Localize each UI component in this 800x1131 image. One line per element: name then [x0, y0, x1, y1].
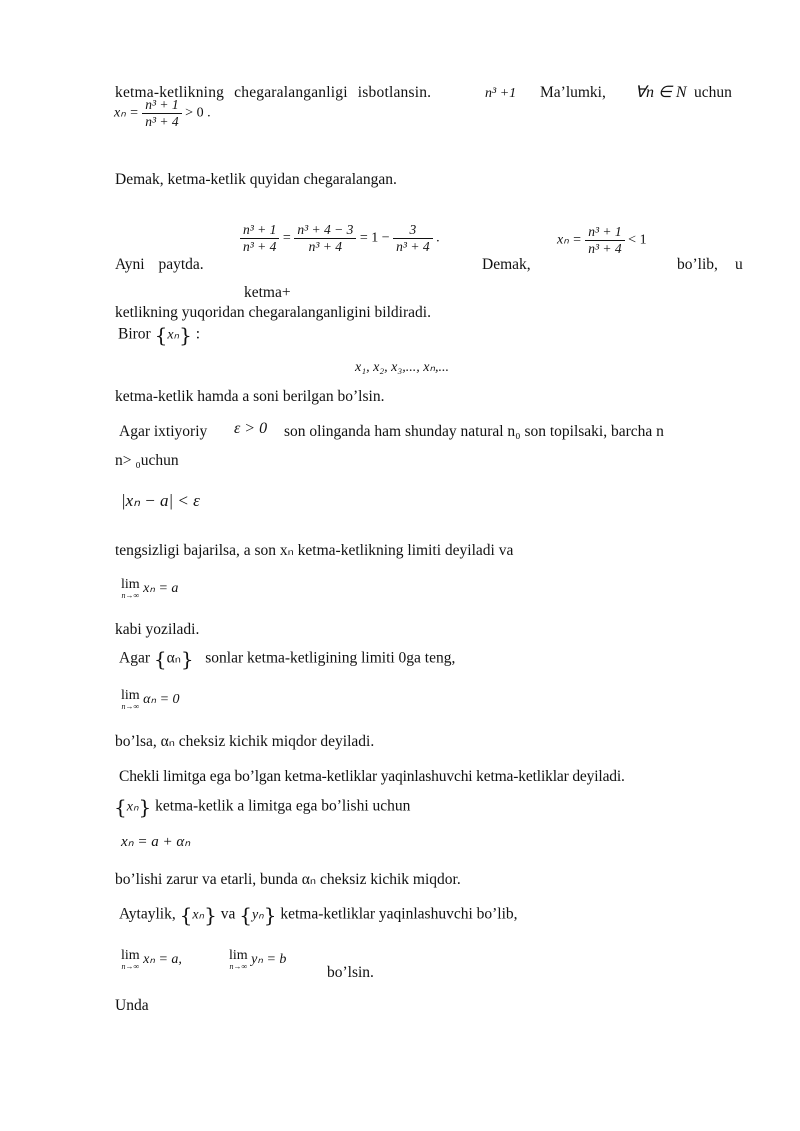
decomp-f1-den: n³ + 4: [243, 239, 277, 254]
decomp-fraction-1: [240, 222, 279, 255]
paragraph-3-ayni: Ayni paytda.: [115, 256, 204, 273]
paragraph-11-alpha: αₙ: [166, 649, 181, 667]
lim-under: n→∞: [121, 591, 140, 600]
formula-xn-less-one: [557, 224, 647, 257]
sequence-list: x₁, x₂, x₃,..., xₙ,...: [355, 360, 450, 375]
paragraph-14: {xₙ} ketma-ketlik a limitga ega bo’lishi uchun: [114, 795, 411, 819]
decomp-f3-den: n³ + 4: [396, 239, 430, 254]
lim-under: n→∞: [121, 702, 140, 711]
forall-symbol: ∀n ∈ N: [635, 84, 687, 101]
paragraph-2: Demak, ketma-ketlik quyidan chegaralangan.: [115, 171, 397, 188]
paragraph-7-b: son olinganda ham shunday natural n₀ son topilsaki, barcha n: [284, 423, 664, 440]
decomp-f2-num: n³ + 4 − 3: [294, 222, 356, 239]
limit-yn-b: [229, 949, 286, 971]
paragraph-11: Agar {αₙ} sonlar ketma-ketligining limiti 0ga teng,: [119, 647, 456, 671]
lim-under: n→∞: [121, 962, 140, 971]
paragraph-3-u: u: [735, 256, 743, 273]
paragraph-3-demak: Demak,: [482, 256, 531, 273]
paragraph-9: tengsizligi bajarilsa, a son xₙ ketma-ketlikning limiti deyiladi va: [115, 542, 514, 559]
fraction-denominator: n³ + 4: [145, 114, 179, 129]
paragraph-5-xn: xₙ: [167, 327, 180, 343]
paragraph-14-rest: ketma-ketlik a limitga ega bo’lishi uchun: [155, 797, 411, 815]
xn-lt1-den: n³ + 4: [588, 241, 622, 256]
xn-lt1-rhs: < 1: [628, 232, 647, 248]
limit-xn-a: [121, 949, 182, 971]
expr-n3-plus-1: n³ +1: [485, 86, 517, 101]
paragraph-1-known: Ma’lumki,: [540, 84, 606, 101]
paragraph-12: bo’lsa, αₙ cheksiz kichik miqdor deyiladi.: [115, 733, 375, 750]
paragraph-16: Aytaylik, {xₙ} va {yₙ} ketma-ketliklar yaqinlashuvchi bo’lib,: [119, 903, 518, 927]
formula-decomposition: $\frac{\text{n³ + 1}}{\text{n³ + 4}}$ = $\frac{\text{n³ + 4 − 3}}{\text{n³ + 4}}$ = 1 − $\frac{3}{\text{n³ + 4}}$ .: [240, 222, 440, 255]
paragraph-11-rest: sonlar ketma-ketligining limiti 0ga teng,: [205, 649, 456, 667]
paragraph-8: n> ₀uchun: [115, 452, 179, 469]
paragraph-10: kabi yoziladi.: [115, 621, 200, 638]
decomp-f3-num: 3: [393, 222, 432, 239]
paragraph-16-rest: ketma-ketliklar yaqinlashuvchi bo’lib,: [280, 905, 518, 923]
paragraph-13: Chekli limitga ega bo’lgan ketma-ketliklar yaqinlashuvchi ketma-ketliklar deyiladi.: [119, 768, 625, 785]
decomp-f2-den: n³ + 4: [308, 239, 343, 254]
xn-lt1-num: n³ + 1: [585, 224, 624, 241]
xn-lt1-lhs: xₙ =: [557, 232, 582, 248]
paragraph-17: bo’lsin.: [327, 964, 374, 981]
decomp-fraction-2: [294, 222, 356, 255]
limit-xn-eq-a: [121, 578, 178, 600]
paragraph-3-bolib: bo’lib,: [677, 256, 718, 273]
paragraph-1-text: ketma-ketlikning chegaralanganligi isbotlansin.: [115, 84, 432, 101]
paragraph-5: Biror {xₙ} :: [118, 323, 201, 347]
paragraph-3-ketma: ketma+: [244, 284, 291, 301]
equals-sign: =: [282, 230, 291, 246]
paragraph-11-agar: Agar: [119, 649, 150, 667]
paragraph-15: bo’lishi zarur va etarli, bunda αₙ cheksiz kichik miqdor.: [115, 871, 461, 888]
paragraph-5-colon: :: [195, 325, 201, 343]
paragraph-16-va: va: [220, 905, 236, 923]
xn-lt1-fraction: [585, 224, 624, 257]
inequality-abs: |xₙ − a| < ε: [121, 491, 200, 510]
lim-under: n→∞: [229, 962, 248, 971]
decomp-fraction-3: [393, 222, 432, 255]
paragraph-16-yn: yₙ: [251, 907, 264, 923]
lim-expression: xₙ = a: [143, 581, 179, 597]
lim-word: lim: [121, 688, 140, 703]
paragraph-14-xn: xₙ: [126, 799, 139, 815]
paragraph-1-uchun: uchun: [694, 84, 732, 101]
decomp-f1-num: n³ + 1: [240, 222, 279, 239]
lim-expression: xₙ = a,: [143, 952, 182, 968]
lim-expression: αₙ = 0: [143, 692, 180, 708]
formula-xn-lhs: xₙ =: [114, 105, 139, 121]
formula-xn-rhs: > 0 .: [185, 105, 211, 121]
decomp-one-minus: = 1 −: [359, 230, 390, 246]
paragraph-16-xn: xₙ: [192, 907, 205, 923]
formula-xn-positive: [114, 97, 211, 130]
limit-alpha-eq-0: [121, 689, 180, 711]
lim-expression: yₙ = b: [251, 952, 287, 968]
paragraph-4: ketlikning yuqoridan chegaralanganligini bildiradi.: [115, 304, 431, 321]
paragraph-7-a: Agar ixtiyoriy: [119, 423, 208, 440]
epsilon-positive: ε > 0: [234, 420, 268, 437]
paragraph-5-biror: Biror: [118, 325, 151, 343]
paragraph-16-aytaylik: Aytaylik,: [119, 905, 176, 923]
paragraph-18: Unda: [115, 997, 149, 1014]
paragraph-6: ketma-ketlik hamda a soni berilgan bo’lsin.: [115, 388, 385, 405]
lim-word: lim: [229, 948, 248, 963]
equation-xn-a-alpha: xₙ = a + αₙ: [121, 834, 191, 850]
lim-word: lim: [121, 577, 140, 592]
fraction-numerator: n³ + 1: [142, 97, 181, 114]
lim-word: lim: [121, 948, 140, 963]
formula-xn-fraction: [142, 97, 181, 130]
